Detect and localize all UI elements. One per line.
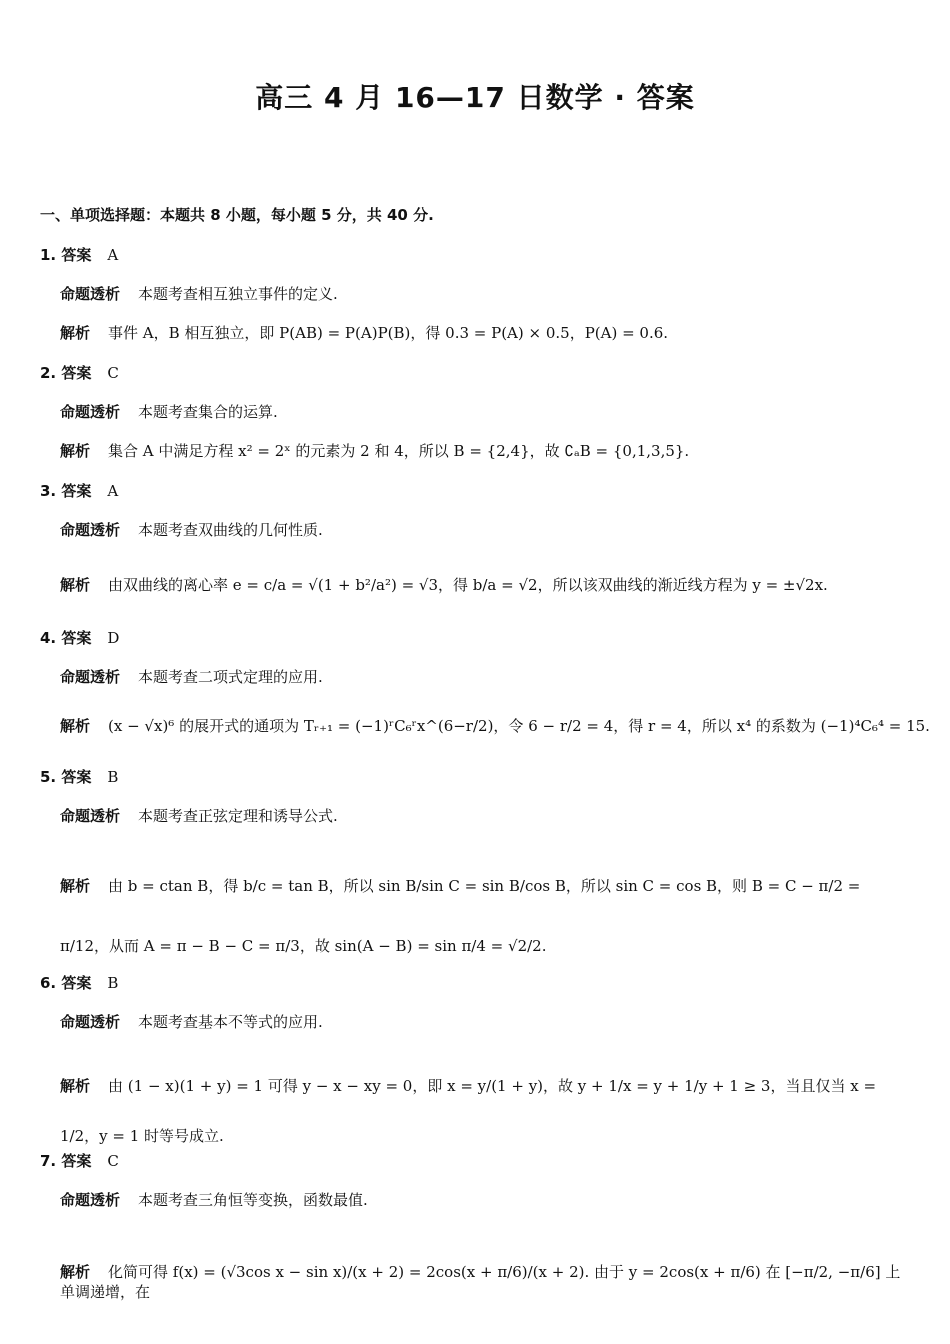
question-4-analysis: 命题透析 本题考查二项式定理的应用. bbox=[60, 668, 323, 686]
question-5-analysis: 命题透析 本题考查正弦定理和诱导公式. bbox=[60, 807, 338, 825]
answer-value: B bbox=[107, 768, 119, 786]
section-heading: 一、单项选择题：本题共 8 小题，每小题 5 分，共 40 分. bbox=[40, 206, 434, 224]
question-5-solution: 解析 由 b = ctan B，得 b/c = tan B，所以 sin B/sin C = sin B/cos B，所以 sin C = cos B，则 B = C − π/2 = π/12，从而 A = π − B − C = π/3，故 sin(A − B) = sin π/4 = √2/2. bbox=[60, 877, 861, 955]
question-3-solution: 解析 由双曲线的离心率 e = c/a = √(1 + b²/a²) = √3，得 b/a = √2，所以该双曲线的渐近线方程为 y = ±√2x. bbox=[60, 576, 828, 594]
answer-value: B bbox=[107, 974, 119, 992]
solution-text: 由 b = ctan B，得 b/c = tan B，所以 sin B/sin C = sin B/cos B，所以 sin C = cos B，则 B = C − π/2 = π/12，从而 A = π − B − C = π/3，故 sin(A − B) = sin π/4 = √2/2. bbox=[60, 877, 861, 955]
solution-text: 集合 A 中满足方程 x² = 2ˣ 的元素为 2 和 4，所以 B = {2,4}，故 ∁ₐB = {0,1,3,5}. bbox=[108, 442, 690, 460]
answer-value: A bbox=[107, 482, 119, 500]
question-7-answer: 7. 答案 C bbox=[40, 1152, 119, 1170]
question-3-analysis: 命题透析 本题考查双曲线的几何性质. bbox=[60, 521, 323, 539]
solution-text: 由双曲线的离心率 e = c/a = √(1 + b²/a²) = √3，得 b/a = √2，所以该双曲线的渐近线方程为 y = ±√2x. bbox=[108, 576, 828, 594]
question-6-analysis: 命题透析 本题考查基本不等式的应用. bbox=[60, 1013, 323, 1031]
answer-value: A bbox=[107, 246, 119, 264]
question-6-solution: 解析 由 (1 − x)(1 + y) = 1 可得 y − x − xy = 0，即 x = y/(1 + y)，故 y + 1/x = y + 1/y + 1 ≥ 3，当且仅当 x = 1/2，y = 1 时等号成立. bbox=[60, 1077, 877, 1145]
question-2-analysis: 命题透析 本题考查集合的运算. bbox=[60, 403, 278, 421]
solution-text: 由 (1 − x)(1 + y) = 1 可得 y − x − xy = 0，即 x = y/(1 + y)，故 y + 1/x = y + 1/y + 1 ≥ 3，当且仅当 x = 1/2，y = 1 时等号成立. bbox=[60, 1077, 877, 1145]
question-3-answer: 3. 答案 A bbox=[40, 482, 119, 500]
answer-value: C bbox=[107, 1152, 119, 1170]
answer-value: D bbox=[107, 629, 120, 647]
question-1-solution: 解析 事件 A，B 相互独立，即 P(AB) = P(A)P(B)，得 0.3 = P(A) × 0.5，P(A) = 0.6. bbox=[60, 324, 669, 342]
question-2-answer: 2. 答案 C bbox=[40, 364, 119, 382]
solution-text: 事件 A，B 相互独立，即 P(AB) = P(A)P(B)，得 0.3 = P(A) × 0.5，P(A) = 0.6. bbox=[108, 324, 669, 342]
question-2-solution: 解析 集合 A 中满足方程 x² = 2ˣ 的元素为 2 和 4，所以 B = {2,4}，故 ∁ₐB = {0,1,3,5}. bbox=[60, 442, 690, 460]
question-5-answer: 5. 答案 B bbox=[40, 768, 119, 786]
solution-text: 化简可得 f(x) = (√3cos x − sin x)/(x + 2) = 2cos(x + π/6)/(x + 2). 由于 y = 2cos(x + π/6) 在 [−π/2, −π/6] 上单调递增，在 bbox=[60, 1263, 901, 1301]
question-6-answer: 6. 答案 B bbox=[40, 974, 119, 992]
question-4-answer: 4. 答案 D bbox=[40, 629, 120, 647]
answer-value: C bbox=[107, 364, 119, 382]
question-7-analysis: 命题透析 本题考查三角恒等变换，函数最值. bbox=[60, 1191, 368, 1209]
question-7-solution: 解析 化简可得 f(x) = (√3cos x − sin x)/(x + 2) = 2cos(x + π/6)/(x + 2). 由于 y = 2cos(x + π/6) 在 [−π/2, −π/6] 上单调递增，在 bbox=[60, 1263, 901, 1301]
question-4-solution: 解析 (x − √x)⁶ 的展开式的通项为 Tᵣ₊₁ = (−1)ʳC₆ʳx^(6−r/2)，令 6 − r/2 = 4，得 r = 4，所以 x⁴ 的系数为 (−1)⁴C₆⁴ = 15. bbox=[60, 717, 930, 735]
solution-text: (x − √x)⁶ 的展开式的通项为 Tᵣ₊₁ = (−1)ʳC₆ʳx^(6−r/2)，令 6 − r/2 = 4，得 r = 4，所以 x⁴ 的系数为 (−1)⁴C₆⁴ = 15. bbox=[108, 717, 930, 735]
question-1-answer: 1. 答案 A bbox=[40, 246, 119, 264]
page-title: 高三 4 月 16—17 日数学 · 答案 bbox=[255, 81, 695, 114]
question-1-analysis: 命题透析 本题考查相互独立事件的定义. bbox=[60, 285, 338, 303]
